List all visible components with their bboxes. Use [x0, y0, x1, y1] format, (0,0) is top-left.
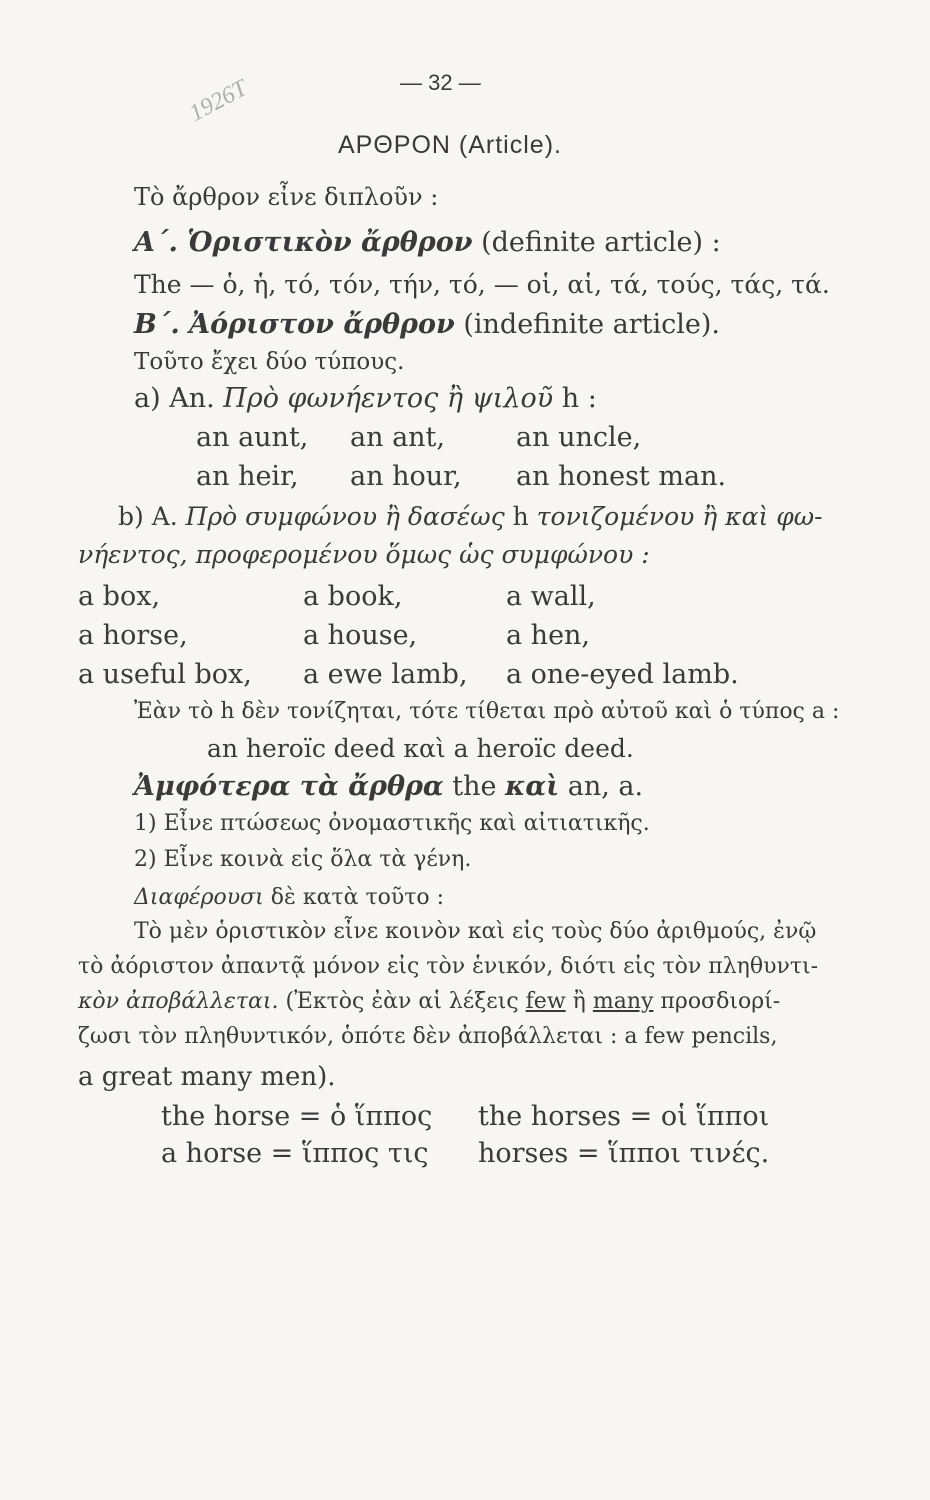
differ-para-4: ζωσι τὸν πληθυντικόν, ὁπότε δὲν ἀποβάλλεται : a few pencils,	[78, 1024, 778, 1049]
differ-para-3	[78, 985, 780, 1019]
section-b-rule-h: h	[512, 502, 529, 531]
intro-line: Τὸ ἄρθρον εἶνε διπλοῦν :	[134, 183, 439, 211]
indefinite-gloss: (indefinite article).	[463, 309, 720, 340]
section-b-row-2-col-2: a house,	[303, 620, 418, 651]
section-a-lead: a) An.	[134, 383, 215, 414]
differ-many: many	[592, 989, 654, 1014]
section-b-row-3-col-2: a ewe lamb,	[303, 659, 468, 690]
section-a-row-2-col-3: an honest man.	[516, 461, 727, 492]
section-a-rule	[134, 382, 597, 416]
page-heading: ΑΡΘΡΟΝ (Article).	[338, 131, 562, 159]
differ-para-3-italic: κὸν ἀποβάλλεται.	[78, 989, 279, 1014]
differ-line	[134, 881, 444, 915]
differ-or: ἢ	[572, 989, 586, 1014]
both-the: the	[452, 771, 497, 802]
section-b-row-1-col-2: a book,	[303, 581, 403, 612]
section-b-rule-2: νήεντος, προφερομένου ὅμως ὡς συμφώνου :	[78, 540, 650, 569]
definite-label: Α΄. Ὁριστικὸν ἄρθρον	[134, 227, 473, 258]
indefinite-types: Τοῦτο ἔχει δύο τύπους.	[134, 349, 405, 375]
section-a-row-2-col-2: an hour,	[350, 461, 462, 492]
section-b-row-2-col-1: a horse,	[78, 620, 188, 651]
section-a-row-1-col-2: an ant,	[350, 422, 445, 453]
section-b-row-1-col-3: a wall,	[506, 581, 596, 612]
pair-1-left: the horse = ὁ ἵππος	[161, 1101, 433, 1132]
section-b-row-3-col-3: a one-eyed lamb.	[506, 659, 739, 690]
both-label: Ἀμφότερα τὰ ἄρθρα	[134, 771, 444, 802]
both-item-2: 2) Εἶνε κοινὰ εἰς ὅλα τὰ γένη.	[134, 847, 472, 872]
section-a-row-1-col-3: an uncle,	[516, 422, 642, 453]
both-articles-line	[134, 770, 643, 804]
section-b-rule-end: τονιζομένου ἢ καὶ φω-	[536, 502, 823, 531]
section-b-rule-1	[118, 500, 823, 534]
section-b-rule-text: Πρὸ συμφώνου ἢ δασέως	[185, 502, 505, 531]
differ-para-2: τὸ ἀόριστον ἀπαντᾷ μόνον εἰς τὸν ἑνικόν, διότι εἰς τὸν πληθυντι-	[78, 954, 819, 979]
definite-gloss: (definite article) :	[481, 227, 721, 258]
section-a-row-1-col-1: an aunt,	[196, 422, 309, 453]
differ-few: few	[525, 989, 566, 1014]
section-b-note-1: Ἐὰν τὸ h δὲν τονίζηται, τότε τίθεται πρὸ αὐτοῦ καὶ ὁ τύπος a :	[134, 699, 840, 724]
both-an: an, a.	[567, 771, 644, 802]
section-b-row-1-col-1: a box,	[78, 581, 161, 612]
differ-para-3-rest: (Ἐκτὸς ἐὰν αἱ λέξεις	[285, 989, 519, 1014]
differ-label: Διαφέρουσι	[134, 885, 264, 910]
indefinite-article-line	[134, 308, 720, 342]
section-a-row-2-col-1: an heir,	[196, 461, 299, 492]
section-b-row-2-col-3: a hen,	[506, 620, 591, 651]
definite-article-line	[134, 226, 721, 260]
differ-para-5: a great many men).	[78, 1062, 336, 1092]
differ-label-rest: δὲ κατὰ τοῦτο :	[270, 885, 445, 910]
differ-para-3-end: προσδιορί-	[660, 989, 781, 1014]
section-a-rule-text: Πρὸ φωνήεντος ἢ ψιλοῦ	[223, 383, 554, 414]
page-number: — 32 —	[400, 70, 481, 95]
definite-example: The — ὁ, ἡ, τό, τόν, τήν, τό, — οἱ, αἱ, τά, τούς, τάς, τά.	[134, 270, 830, 299]
section-b-row-3-col-1: a useful box,	[78, 659, 252, 690]
both-kai: καὶ	[505, 771, 560, 802]
section-a-rule-end: h :	[561, 383, 597, 414]
indefinite-label: Β΄. Ἀόριστον ἄρθρον	[134, 309, 455, 340]
differ-para-1: Τὸ μὲν ὁριστικὸν εἶνε κοινὸν καὶ εἰς τοὺς δύο ἀριθμούς, ἐνῷ	[134, 919, 817, 944]
pair-2-left: a horse = ἵππος τις	[161, 1138, 429, 1169]
section-b-lead: b) A.	[118, 502, 178, 531]
pair-2-right: horses = ἵπποι τινές.	[478, 1138, 770, 1169]
section-b-note-2: an heroïc deed καὶ a heroïc deed.	[207, 734, 634, 763]
both-item-1: 1) Εἶνε πτώσεως ὀνομαστικῆς καὶ αἰτιατικῆς.	[134, 811, 650, 836]
pencil-annotation: 1926Т	[185, 75, 252, 127]
pair-1-right: the horses = οἱ ἵπποι	[478, 1101, 770, 1132]
